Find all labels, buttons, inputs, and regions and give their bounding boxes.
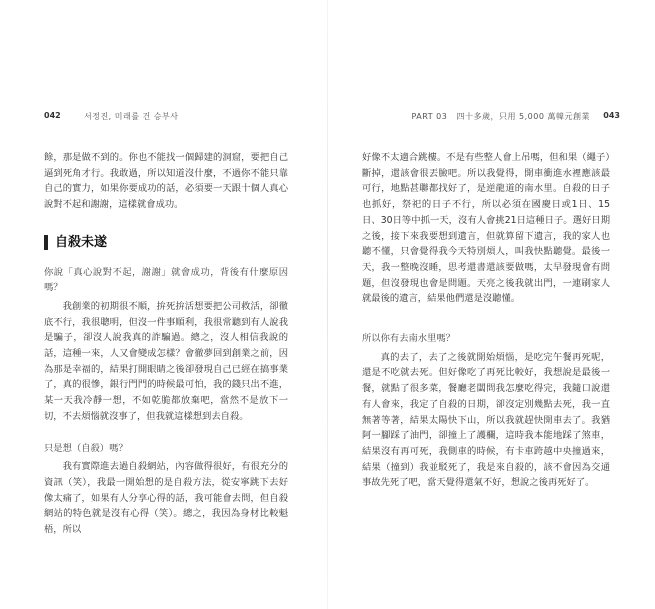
continuation-paragraph: 餘，那是做不到的。你也不能找一個歸建的洞窟，要把自己逼到死角才行。我敢過，所以知道沒什麼，不過你不能只靠自己的實力，如果你要成功的話，必須要一天跟十個人真心說對不起和謝謝，這樣就會成功。 (44, 152, 288, 211)
left-body (44, 150, 288, 538)
left-page (0, 0, 327, 609)
right-header-title (411, 111, 590, 122)
right-page (328, 0, 655, 609)
continuation-paragraph: 好像不太適合跳樓。不是有些整人會上吊嗎，但和果（繩子）斷掉，還該會很丟臉吧。所以我覺得，開車衝進水裡應該最可行，地點甚聯都找好了，是逆龍道的南水里。自殺的日子也抓好，祭祀的日子不行，所以必須在國慶日或1日、15日、30日等中抓一天，沒有人會挑21日這種日子。選好日期之後，接下來我要想到遺言，但就算留下遺言，我的家人也聽不懂，只會覺得我今天特別煩人，叫我快點聽覺。最後一天，我一整晚沒睡，思考還書還該要做嗎，太早發現會有問題，但沒發現也會是問題。天亮之後我就出門，一連刷家人就最後的遺言，結果他們還是沒聽懂。 (362, 152, 610, 305)
header-chapter-title: 四十多歲，只用 5,000 萬韓元創業 (456, 112, 590, 121)
section-heading (44, 235, 288, 251)
left-page-number: 042 (44, 111, 61, 120)
header-part-label: PART 03 (411, 112, 448, 121)
heading-bar-icon (44, 235, 48, 250)
interview-question: 你說「真心說對不起，謝謝」就會成功，背後有什麼原因嗎？ (44, 266, 288, 294)
left-header-title: 서정진, 미래를 건 승부사 (84, 112, 179, 121)
interview-question: 只是想（自殺）嗎？ (44, 442, 128, 454)
interview-answer: 我有實際進去過自殺網站，內容做得很好，有很充分的資訊（笑），我最一開始想的是自殺方法，從安寧跳下去好像太痛了，如果有人分享心得的話，我可能會去問，但自殺網站的特色就是沒有心得（笑）。總之，我因為身材比較魁梧，所以 (44, 461, 288, 536)
right-body (362, 150, 610, 491)
interview-question: 所以你有去南水里嗎？ (362, 333, 455, 345)
section-heading-text: 自殺未遂 (55, 234, 108, 250)
interview-answer: 我創業的初期很不順，拚死拚活想要把公司救活，卻徹底不行，我很聰明，但沒一件事順利，我很常聽到有人說我是騙子，卻沒人說我真的詐騙過。總之，沒人相信我說的話，這種一來，人又會變成怎樣？會徹夢回到創業之前，因為那是幸福的，結果打開眼睛之後卻發現自己已經在搞事業了，真的很慘，銀行門門的時候最可怕，我的錢只出不進，某一天我冷靜一想，不如乾脆都放棄吧，當然不是放下一切，不去煩惱就沒事了，但我就這樣想到去自殺。 (44, 300, 288, 422)
interview-answer: 真的去了，去了之後就開始煩惱，是吃完午餐再死呢，還是不吃就去死。但好像吃了再死比較好，我想說是最後一餐，就點了很多菜，餐廳老闆問我怎麼吃得完，我隨口說還有人會來，我定了自殺的日期，卻沒定別幾點去死，我一直無著等著，結果太陽快下山，所以我就趕快開車去了。我猶阿一腳踩了油門，卻撞上了護欄，這時我本能地踩了煞車，結果沒有再可死，我側車的時候，有卡車跨越中央撞過來，結果（撞到）我並駁死了，我是來自殺的，該不會因為交通事故先死了吧，當天覺得還氣不好，想說之後再死好了。 (362, 351, 610, 489)
right-page-number: 043 (603, 111, 620, 120)
